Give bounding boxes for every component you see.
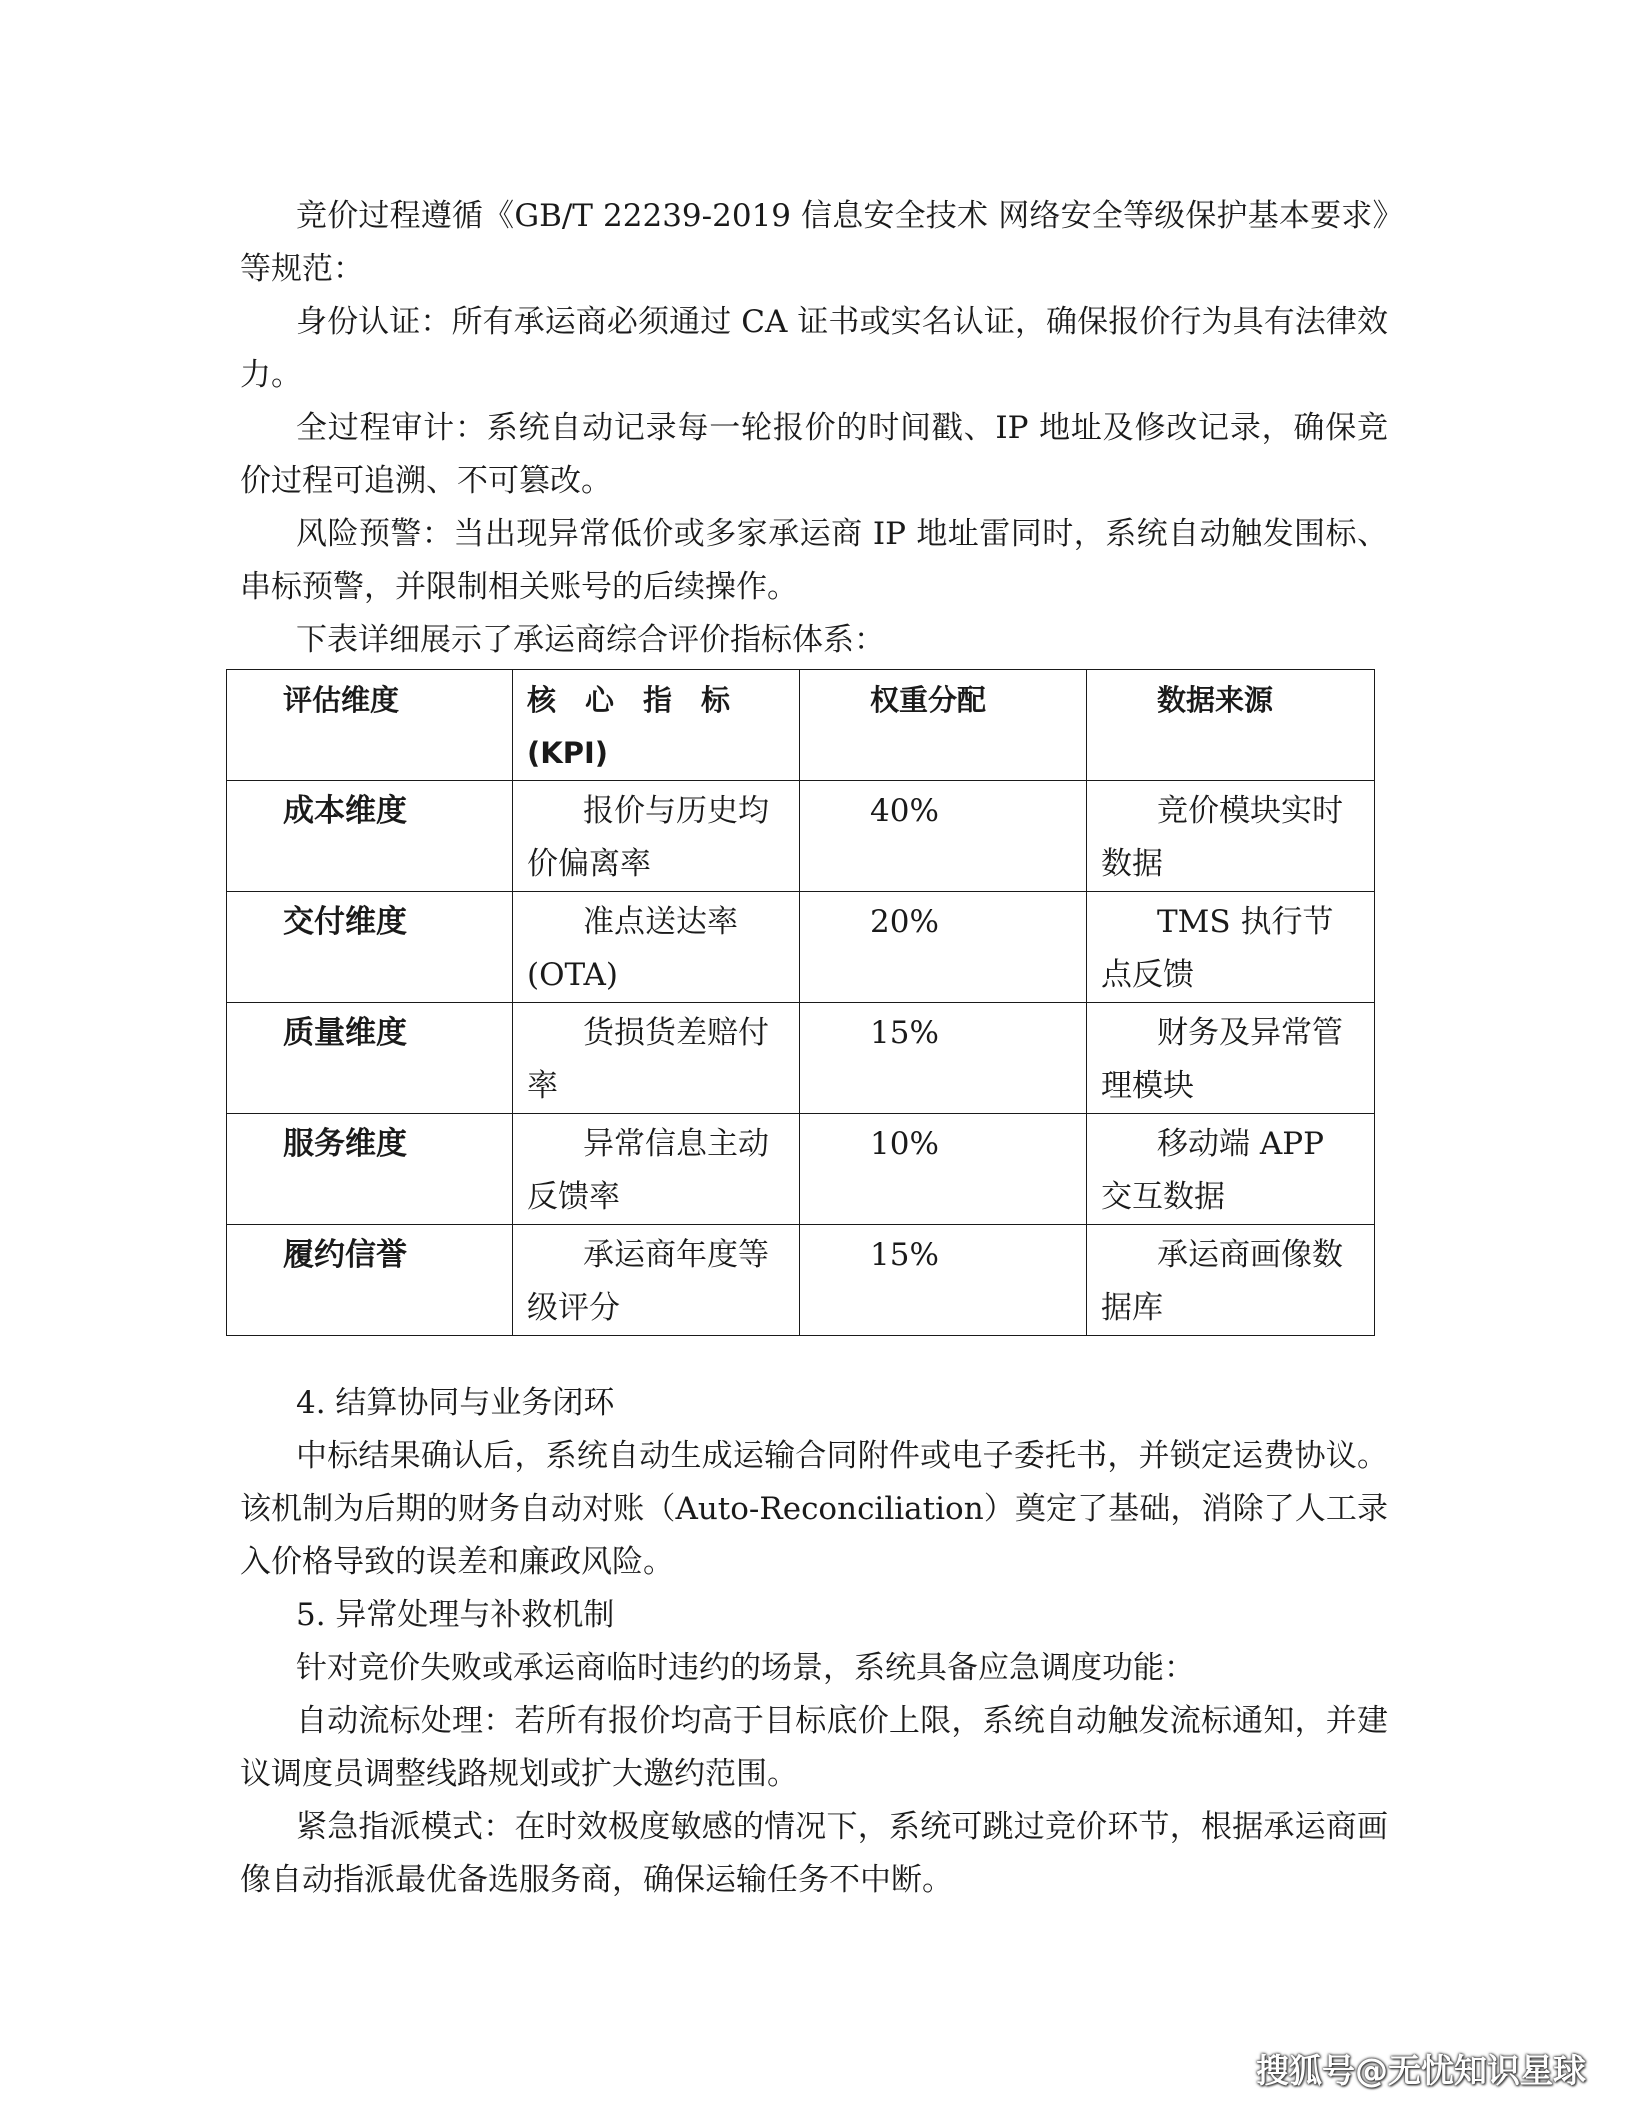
- dimension-cell: 质量维度: [227, 1003, 513, 1114]
- intro-paragraph-risk: 风险预警：当出现异常低价或多家承运商 IP 地址雷同时，系统自动触发围标、串标预警，并限制相关账号的后续操作。: [240, 516, 1388, 605]
- source-cell: TMS 执行节点反馈: [1087, 892, 1375, 1003]
- intro-paragraph-standard: 竞价过程遵循《GB/T 22239-2019 信息安全技术 网络安全等级保护基本要求》等规范：: [240, 198, 1388, 287]
- settlement-paragraph: 中标结果确认后，系统自动生成运输合同附件或电子委托书，并锁定运费协议。该机制为后期的财务自动对账（Auto-Reconciliation）奠定了基础，消除了人工录入价格导致的误差和廉政风险。: [240, 1438, 1388, 1580]
- weight-cell: 40%: [800, 781, 1087, 892]
- kpi-cell: 报价与历史均价偏离率: [513, 781, 800, 892]
- auto-failed-bid-paragraph: 自动流标处理：若所有报价均高于目标底价上限，系统自动触发流标通知，并建议调度员调整线路规划或扩大邀约范围。: [240, 1703, 1388, 1792]
- table-row: [227, 892, 1375, 1003]
- kpi-cell: 准点送达率 (OTA): [513, 892, 800, 1003]
- section-heading-exception: 5. 异常处理与补救机制: [296, 1597, 615, 1633]
- weight-cell: 15%: [800, 1003, 1087, 1114]
- weight-cell: 20%: [800, 892, 1087, 1003]
- source-cell: 竞价模块实时数据: [1087, 781, 1375, 892]
- table-row: [227, 781, 1375, 892]
- source-cell: 财务及异常管理模块: [1087, 1003, 1375, 1114]
- intro-section: [240, 190, 1388, 667]
- table-row: [227, 1003, 1375, 1114]
- table-row: [227, 1114, 1375, 1225]
- emergency-dispatch-paragraph: 紧急指派模式：在时效极度敏感的情况下，系统可跳过竞价环节，根据承运商画像自动指派最优备选服务商，确保运输任务不中断。: [240, 1809, 1388, 1898]
- header-source: 数据来源: [1087, 670, 1375, 781]
- settlement-and-exception-section: [240, 1377, 1388, 1907]
- intro-paragraph-audit: 全过程审计：系统自动记录每一轮报价的时间戳、IP 地址及修改记录，确保竞价过程可追溯、不可篡改。: [240, 410, 1388, 499]
- weight-cell: 10%: [800, 1114, 1087, 1225]
- dimension-cell: 履约信誉: [227, 1225, 513, 1336]
- table-header-row: [227, 670, 1375, 781]
- dimension-cell: 成本维度: [227, 781, 513, 892]
- section-heading-settlement: 4. 结算协同与业务闭环: [296, 1385, 615, 1421]
- kpi-cell: 承运商年度等级评分: [513, 1225, 800, 1336]
- source-cell: 承运商画像数据库: [1087, 1225, 1375, 1336]
- table-row: [227, 1225, 1375, 1336]
- kpi-table: [226, 669, 1375, 1336]
- kpi-cell: 货损货差赔付率: [513, 1003, 800, 1114]
- header-dimension: 评估维度: [227, 670, 513, 781]
- intro-paragraph-identity: 身份认证：所有承运商必须通过 CA 证书或实名认证，确保报价行为具有法律效力。: [240, 304, 1388, 393]
- weight-cell: 15%: [800, 1225, 1087, 1336]
- watermark-text: 搜狐号@无忧知识星球: [1256, 2051, 1586, 2090]
- table-caption: 下表详细展示了承运商综合评价指标体系：: [296, 622, 885, 658]
- dimension-cell: 服务维度: [227, 1114, 513, 1225]
- dimension-cell: 交付维度: [227, 892, 513, 1003]
- header-kpi: 核 心 指 标 (KPI): [513, 670, 800, 781]
- source-cell: 移动端 APP 交互数据: [1087, 1114, 1375, 1225]
- exception-intro-paragraph: 针对竞价失败或承运商临时违约的场景，系统具备应急调度功能：: [296, 1650, 1195, 1686]
- kpi-cell: 异常信息主动反馈率: [513, 1114, 800, 1225]
- header-weight: 权重分配: [800, 670, 1087, 781]
